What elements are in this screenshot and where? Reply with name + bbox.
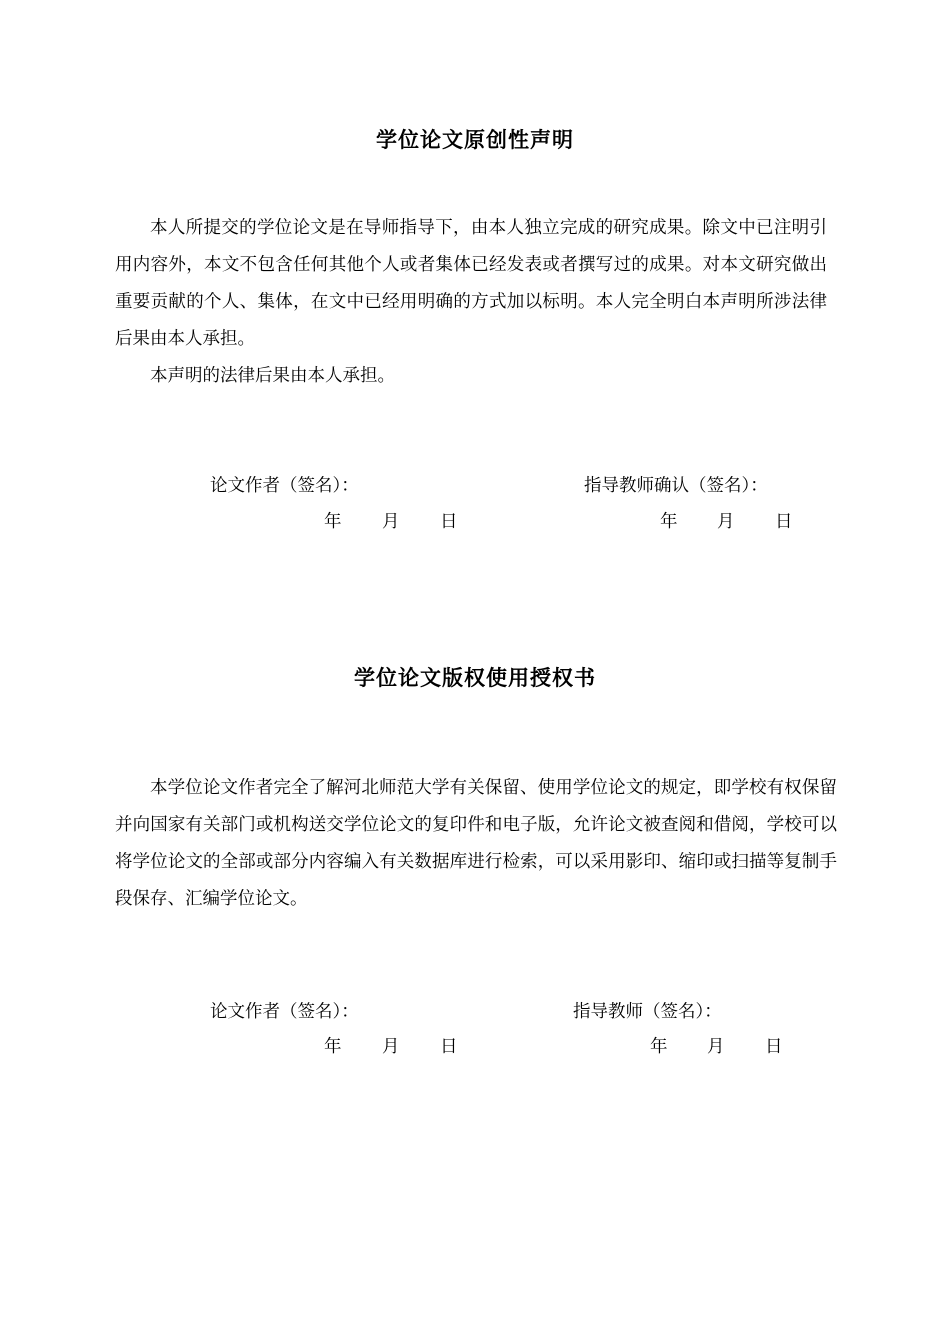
declaration-advisor-signature-label: 指导教师确认（签名）： (584, 476, 768, 496)
authorization-paragraph-1: 本学位论文作者完全了解河北师范大学有关保留、使用学位论文的规定，即学校有权保留并向国家有关部门或机构送交学位论文的复印件和电子版，允许论文被查阅和借阅，学校可以将学位论文的全部或部分内容编入有关数据库进行检索，可以采用影印、缩印或扫描等复制手段保存、汇编学位论文。 (115, 778, 837, 909)
authorization-advisor-date-year: 年 (650, 1037, 668, 1057)
authorization-advisor-date-month: 月 (707, 1037, 725, 1057)
declaration-author-date-month: 月 (382, 512, 400, 532)
declaration-advisor-date-day: 日 (775, 512, 793, 532)
declaration-advisor-date-year: 年 (660, 512, 678, 532)
declaration-title: 学位论文原创性声明 (376, 128, 574, 152)
authorization-author-signature-label: 论文作者（签名）： (210, 1002, 359, 1022)
declaration-author-date-year: 年 (324, 512, 342, 532)
declaration-advisor-date-month: 月 (717, 512, 735, 532)
authorization-author-date-day: 日 (440, 1037, 458, 1057)
authorization-title: 学位论文版权使用授权书 (354, 666, 596, 690)
declaration-paragraph-1: 本人所提交的学位论文是在导师指导下，由本人独立完成的研究成果。除文中已注明引用内容外，本文不包含任何其他个人或者集体已经发表或者撰写过的成果。对本文研究做出重要贡献的个人、集体，在文中已经用明确的方式加以标明。本人完全明白本声明所涉法律后果由本人承担。 (115, 218, 827, 349)
authorization-author-date-year: 年 (324, 1037, 342, 1057)
declaration-paragraph-2: 本声明的法律后果由本人承担。 (150, 366, 395, 386)
declaration-author-date-day: 日 (440, 512, 458, 532)
authorization-advisor-signature-label: 指导教师（签名）： (573, 1002, 722, 1022)
authorization-author-date-month: 月 (382, 1037, 400, 1057)
declaration-author-signature-label: 论文作者（签名）： (210, 476, 359, 496)
authorization-advisor-date-day: 日 (765, 1037, 783, 1057)
